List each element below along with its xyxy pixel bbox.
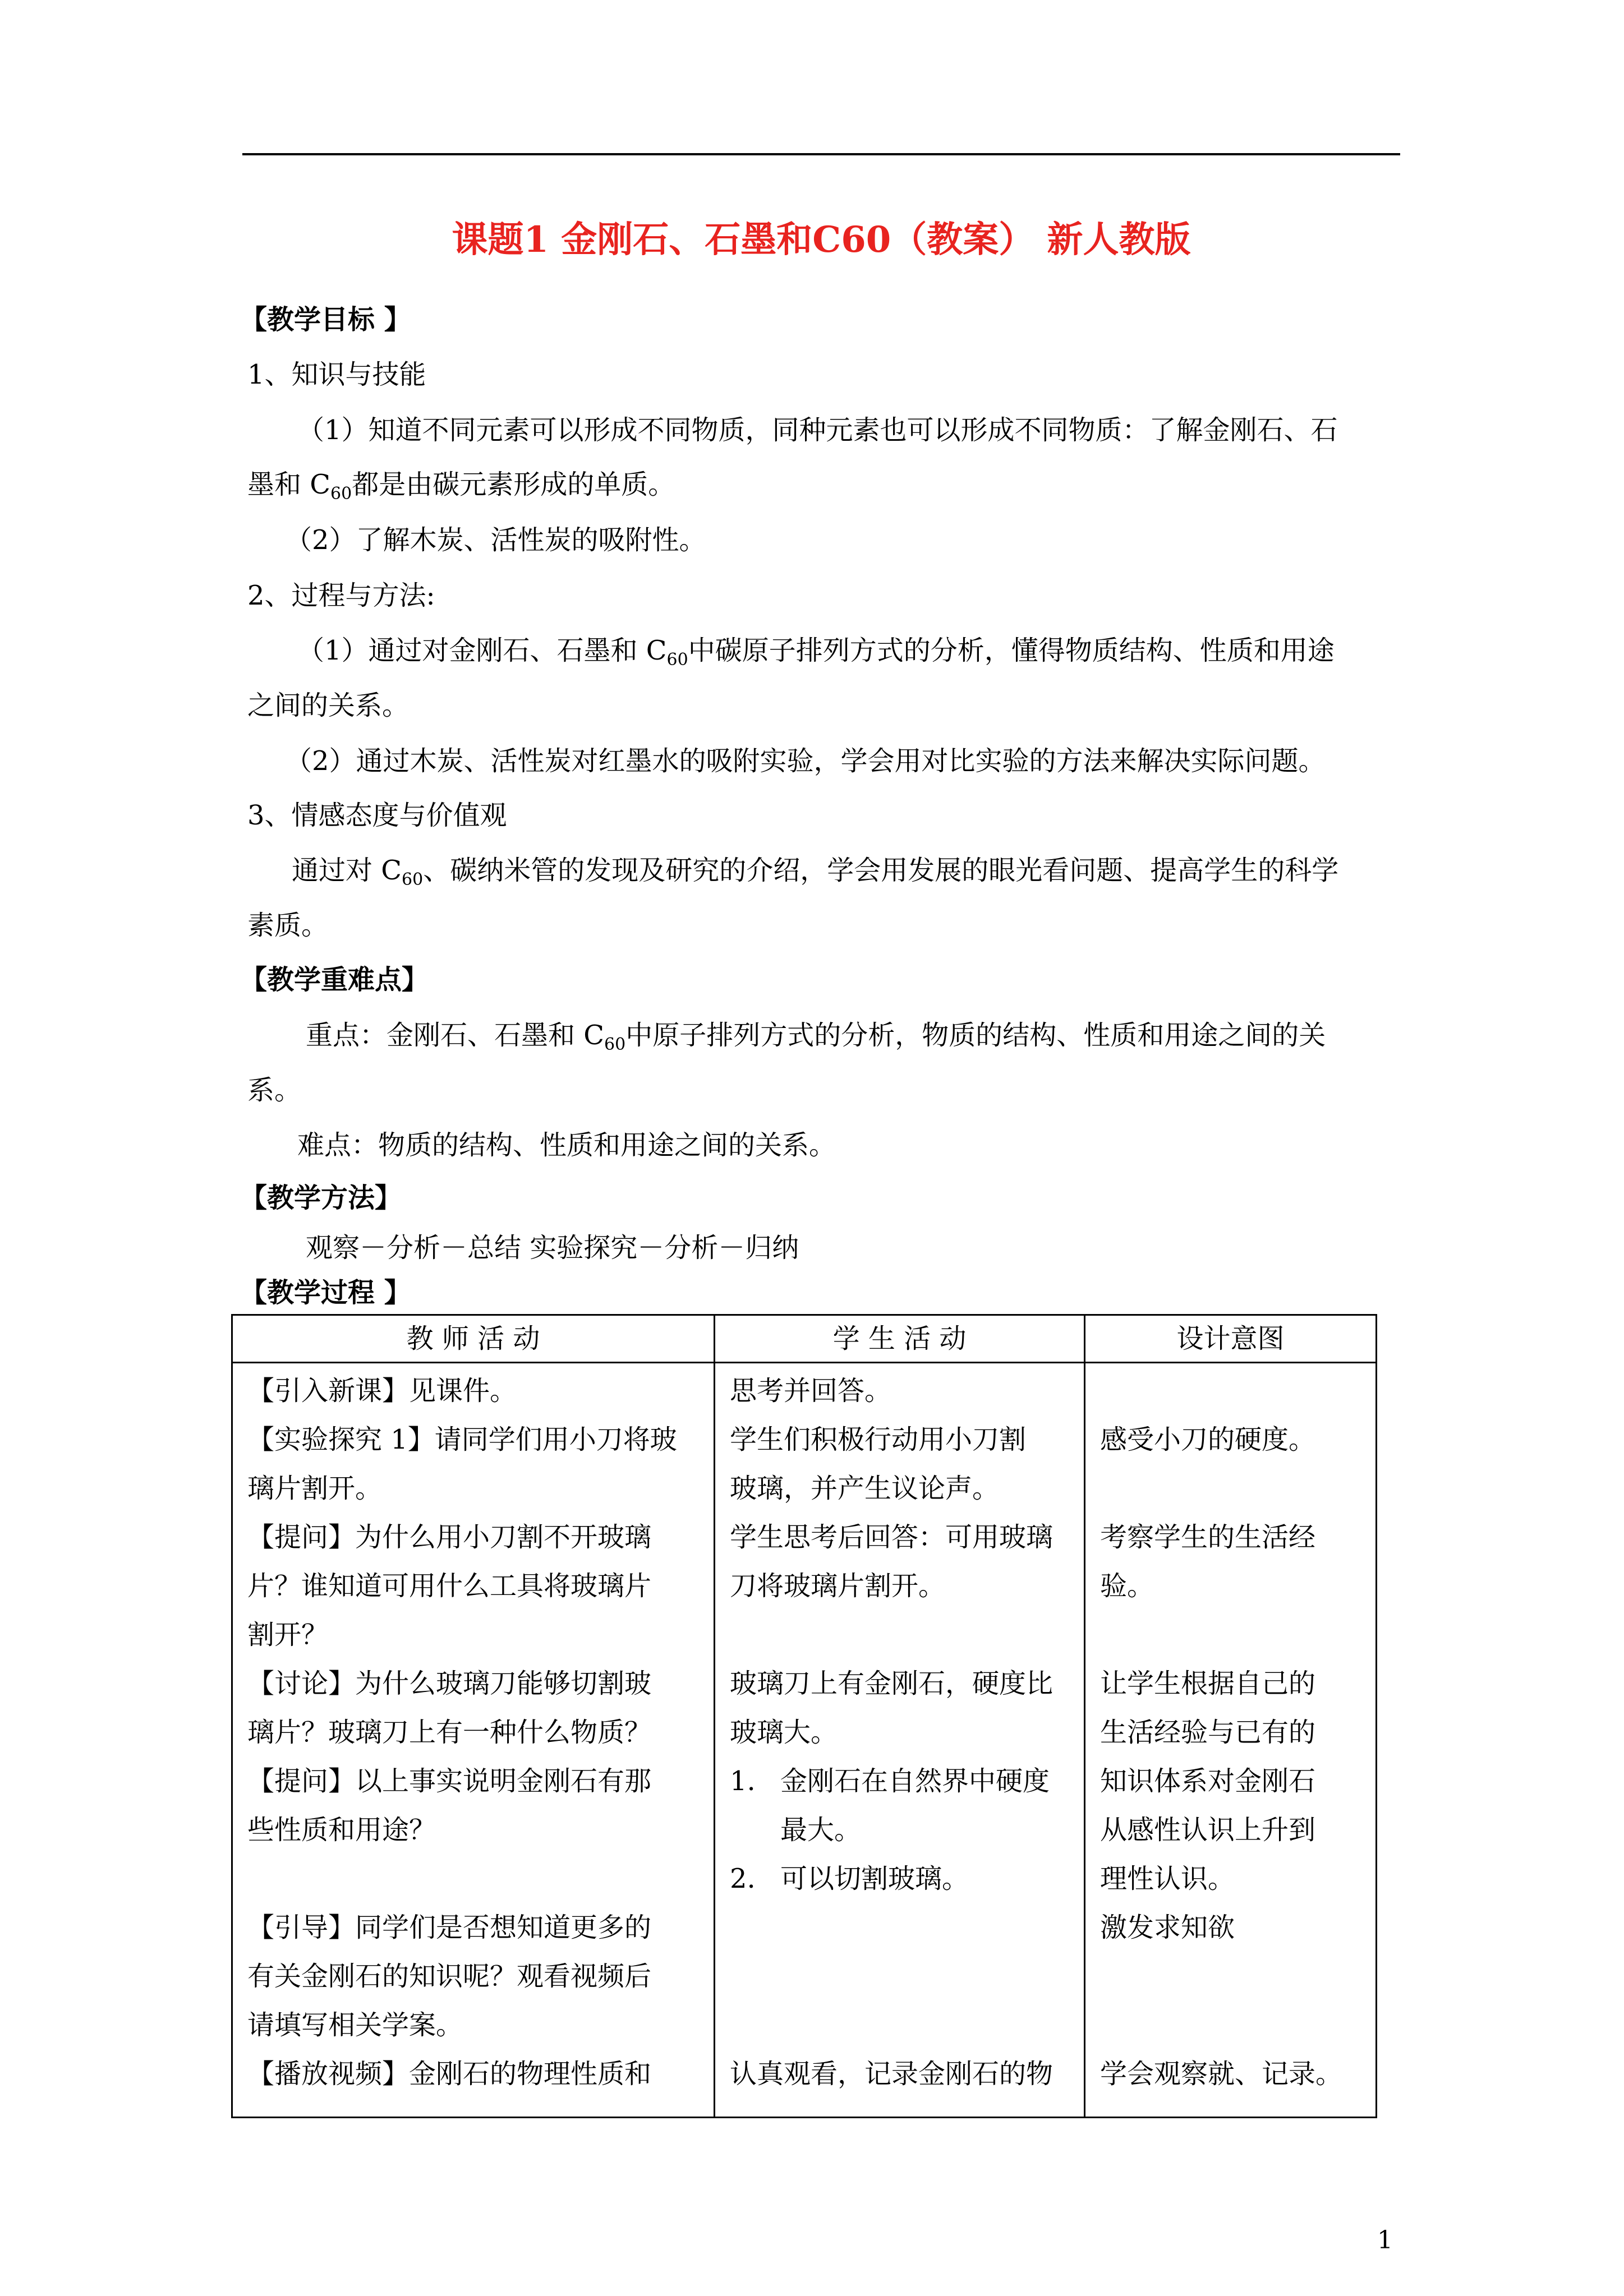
design-line: 学会观察就、记录。 bbox=[1100, 2058, 1343, 2090]
difficulty-point: 难点：物质的结构、性质和用途之间的关系。 bbox=[297, 1129, 836, 1161]
student-blank-line bbox=[730, 2001, 1069, 2050]
student-line: 玻璃大。 bbox=[730, 1717, 838, 1748]
teaching-process-table bbox=[231, 1314, 1377, 2118]
design-blank-line bbox=[1100, 2001, 1361, 2050]
methods-text: 观察－分析－总结 实验探究－分析－归纳 bbox=[306, 1232, 799, 1264]
keypoints-heading: 【教学重难点】 bbox=[240, 964, 429, 995]
design-line: 激发求知欲 bbox=[1100, 1912, 1235, 1943]
student-activity-cell bbox=[715, 1363, 1085, 2118]
table-row bbox=[232, 1363, 1377, 2118]
design-line: 感受小刀的硬度。 bbox=[1100, 1424, 1316, 1455]
objective-item-3b: 素质。 bbox=[247, 910, 329, 941]
student-line: 刀将玻璃片割开。 bbox=[730, 1570, 946, 1602]
student-line: 玻璃，并产生议论声。 bbox=[730, 1473, 1000, 1504]
teacher-line: 片？谁知道可用什么工具将玻璃片 bbox=[247, 1570, 652, 1602]
key-point-a: 重点：金刚石、石墨和 $C_{60}$中原子排列方式的分析，物质的结构、性质和用途之间的关 bbox=[306, 1020, 1326, 1054]
objective-item-1-1b: 墨和 $C_{60}$都是由碳元素形成的单质。 bbox=[247, 469, 675, 504]
teacher-line: 【引导】同学们是否想知道更多的 bbox=[247, 1912, 652, 1943]
teacher-line bbox=[247, 1855, 699, 1903]
design-line: 从感性认识上升到 bbox=[1100, 1814, 1316, 1846]
student-list-item: 1. 金刚石在自然界中硬度 bbox=[730, 1765, 1050, 1797]
teacher-line: 割开？ bbox=[247, 1619, 329, 1650]
col-design-intent: 设计意图 bbox=[1085, 1315, 1377, 1363]
design-line: 生活经验与已有的 bbox=[1100, 1717, 1316, 1748]
col-teacher-activity: 教 师 活 动 bbox=[232, 1315, 715, 1363]
objective-item-2-2: （2）通过木炭、活性炭对红墨水的吸附实验，学会用对比实验的方法来解决实际问题。 bbox=[285, 745, 1326, 777]
emotion-values-heading: 3、情感态度与价值观 bbox=[247, 800, 507, 831]
student-line: 学生思考后回答：可用玻璃 bbox=[730, 1522, 1053, 1553]
teacher-line: 璃片割开。 bbox=[247, 1473, 383, 1504]
teacher-line: 些性质和用途？ bbox=[247, 1814, 436, 1846]
design-line: 考察学生的生活经 bbox=[1100, 1522, 1316, 1553]
student-list-item: 2. 可以切割玻璃。 bbox=[730, 1863, 969, 1894]
design-line: 理性认识。 bbox=[1100, 1863, 1235, 1894]
col-student-activity: 学 生 活 动 bbox=[715, 1315, 1085, 1363]
teacher-line: 请填写相关学案。 bbox=[247, 2009, 463, 2041]
teacher-activity-cell bbox=[232, 1363, 715, 2118]
design-blank-line bbox=[1100, 1464, 1361, 1513]
teacher-line: 【播放视频】金刚石的物理性质和 bbox=[247, 2058, 652, 2090]
process-method-heading: 2、过程与方法: bbox=[247, 580, 435, 611]
objective-item-1-1a: （1）知道不同元素可以形成不同物质，同种元素也可以形成不同物质：了解金刚石、石 bbox=[297, 414, 1338, 446]
process-heading: 【教学过程 】 bbox=[240, 1277, 411, 1308]
design-intent-cell bbox=[1085, 1363, 1377, 2118]
objective-item-1-2: （2）了解木炭、活性炭的吸附性。 bbox=[285, 524, 706, 556]
design-line: 知识体系对金刚石 bbox=[1100, 1765, 1316, 1797]
teacher-line: 【实验探究 1】请同学们用小刀将玻 bbox=[247, 1424, 677, 1455]
teacher-line: 【提问】为什么用小刀割不开玻璃 bbox=[247, 1522, 652, 1553]
student-list-item-cont: 最大。 bbox=[780, 1814, 862, 1846]
key-point-b: 系。 bbox=[247, 1075, 302, 1106]
design-line: 让学生根据自己的 bbox=[1100, 1668, 1316, 1699]
student-blank-line bbox=[730, 1952, 1069, 2001]
design-line: 验。 bbox=[1100, 1570, 1154, 1602]
objectives-heading: 【教学目标 】 bbox=[240, 304, 411, 335]
student-line: 认真观看，记录金刚石的物 bbox=[730, 2058, 1053, 2090]
design-blank-line bbox=[1100, 1367, 1361, 1416]
design-blank-line bbox=[1100, 1611, 1361, 1659]
teacher-line: 有关金刚石的知识呢？观看视频后 bbox=[247, 1961, 652, 1992]
objective-item-2-1a: （1）通过对金刚石、石墨和 $C_{60}$中碳原子排列方式的分析，懂得物质结构、性质和用途 bbox=[297, 635, 1335, 670]
student-blank-line bbox=[730, 1611, 1069, 1659]
page-title: 课题1 金刚石、石墨和C60（教案） 新人教版 bbox=[452, 219, 1191, 261]
objective-item-2-1b: 之间的关系。 bbox=[247, 690, 410, 721]
design-blank-line bbox=[1100, 1952, 1361, 2001]
student-line: 思考并回答。 bbox=[730, 1375, 892, 1407]
knowledge-skills-heading: 1、知识与技能 bbox=[247, 359, 426, 390]
teacher-line: 【提问】以上事实说明金刚石有那 bbox=[247, 1765, 652, 1797]
student-line: 玻璃刀上有金刚石，硬度比 bbox=[730, 1668, 1053, 1699]
page-number: 1 bbox=[1377, 2226, 1393, 2254]
teacher-line: 【讨论】为什么玻璃刀能够切割玻 bbox=[247, 1668, 652, 1699]
student-blank-line bbox=[730, 1903, 1069, 1952]
methods-heading: 【教学方法】 bbox=[240, 1182, 402, 1214]
teacher-line: 【引入新课】见课件。 bbox=[247, 1375, 517, 1407]
objective-item-3a: 通过对 $C_{60}$、碳纳米管的发现及研究的介绍，学会用发展的眼光看问题、提高学生的科学 bbox=[292, 855, 1339, 889]
student-line: 学生们积极行动用小刀割 bbox=[730, 1424, 1027, 1455]
teacher-line: 璃片？玻璃刀上有一种什么物质？ bbox=[247, 1717, 652, 1748]
header-rule bbox=[242, 153, 1400, 155]
table-header-row bbox=[232, 1315, 1377, 1363]
